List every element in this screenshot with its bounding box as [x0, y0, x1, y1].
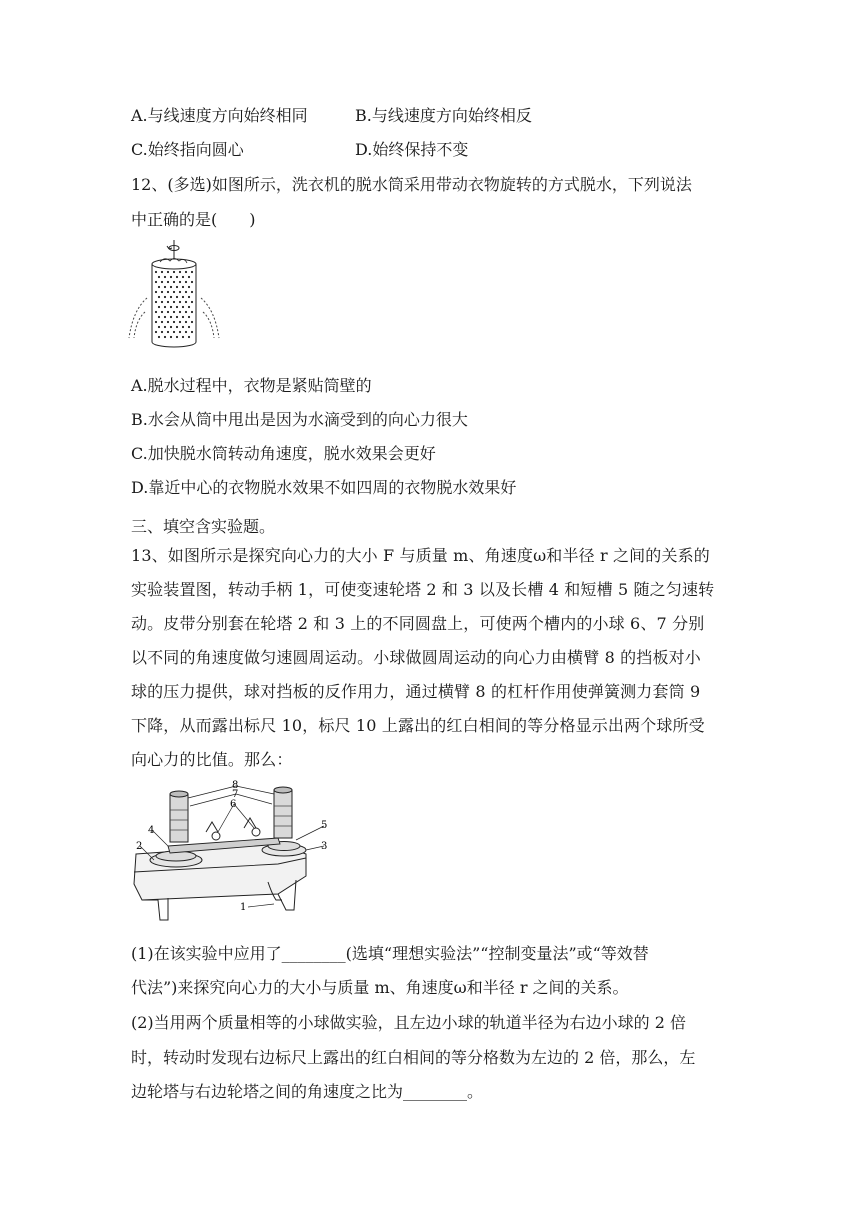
figure-label-8: 8	[232, 780, 239, 791]
q12-stem-line-2: 中正确的是( )	[131, 210, 256, 229]
q13-sub1-line-2: 代法”)来探究向心力的大小与质量 m、角速度ω和半径 r 之间的关系。	[131, 978, 629, 997]
q11-option-d: D.始终保持不变	[355, 140, 469, 159]
figure-label-5: 5	[321, 820, 328, 831]
q13-stem-line-3: 动。皮带分别套在轮塔 2 和 3 上的不同圆盘上，可使两个槽内的小球 6、7 分别	[131, 614, 705, 633]
q13-stem-line-4: 以不同的角速度做匀速圆周运动。小球做圆周运动的向心力由横臂 8 的挡板对小	[131, 648, 701, 667]
q13-stem-line-6: 下降，从而露出标尺 10，标尺 10 上露出的红白相间的等分格显示出两个球所受	[131, 716, 705, 735]
figure-label-7: 7	[232, 789, 239, 800]
spin-dryer-figure	[125, 238, 215, 356]
q13-sub2-line-1: (2)当用两个质量相等的小球做实验，且左边小球的轨道半径为右边小球的 2 倍	[131, 1013, 687, 1032]
q13-sub2-line-3: 边轮塔与右边轮塔之间的角速度之比为________。	[131, 1082, 484, 1101]
q12-option-a: A.脱水过程中，衣物是紧贴筒壁的	[131, 376, 372, 395]
figure-label-6: 6	[230, 799, 237, 810]
figure-label-2: 2	[136, 841, 143, 852]
q13-sub1-line-1: (1)在该实验中应用了________(选填“理想实验法”“控制变量法”或“等效替	[131, 944, 649, 963]
figure-label-4: 4	[148, 825, 155, 836]
q11-option-c: C.始终指向圆心	[131, 140, 244, 159]
q12-option-b: B.水会从筒中甩出是因为水滴受到的向心力很大	[131, 410, 468, 429]
section-3-title: 三、填空含实验题。	[131, 517, 276, 536]
q11-option-b: B.与线速度方向始终相反	[355, 106, 532, 125]
figure-label-3: 3	[321, 841, 328, 852]
q12-option-c: C.加快脱水筒转动角速度，脱水效果会更好	[131, 444, 436, 463]
q12-stem-line-1: 12、(多选)如图所示，洗衣机的脱水筒采用带动衣物旋转的方式脱水，下列说法	[131, 175, 692, 194]
figure-label-1: 1	[240, 902, 247, 913]
q13-sub2-line-2: 时，转动时发现右边标尺上露出的红白相间的等分格数为左边的 2 倍，那么，左	[131, 1048, 696, 1067]
q13-stem-line-2: 实验装置图，转动手柄 1，可使变速轮塔 2 和 3 以及长槽 4 和短槽 5 随之匀速转	[131, 580, 715, 599]
q13-stem-line-1: 13、如图所示是探究向心力的大小 F 与质量 m、角速度ω和半径 r 之间的关系的	[131, 546, 710, 565]
centripetal-apparatus-figure	[128, 776, 328, 926]
q11-option-a: A.与线速度方向始终相同	[131, 106, 308, 125]
q12-option-d: D.靠近中心的衣物脱水效果不如四周的衣物脱水效果好	[131, 478, 517, 497]
q13-stem-line-5: 球的压力提供，球对挡板的反作用力，通过横臂 8 的杠杆作用使弹簧测力套筒 9	[131, 682, 701, 701]
q13-stem-line-7: 向心力的比值。那么：	[131, 750, 293, 769]
